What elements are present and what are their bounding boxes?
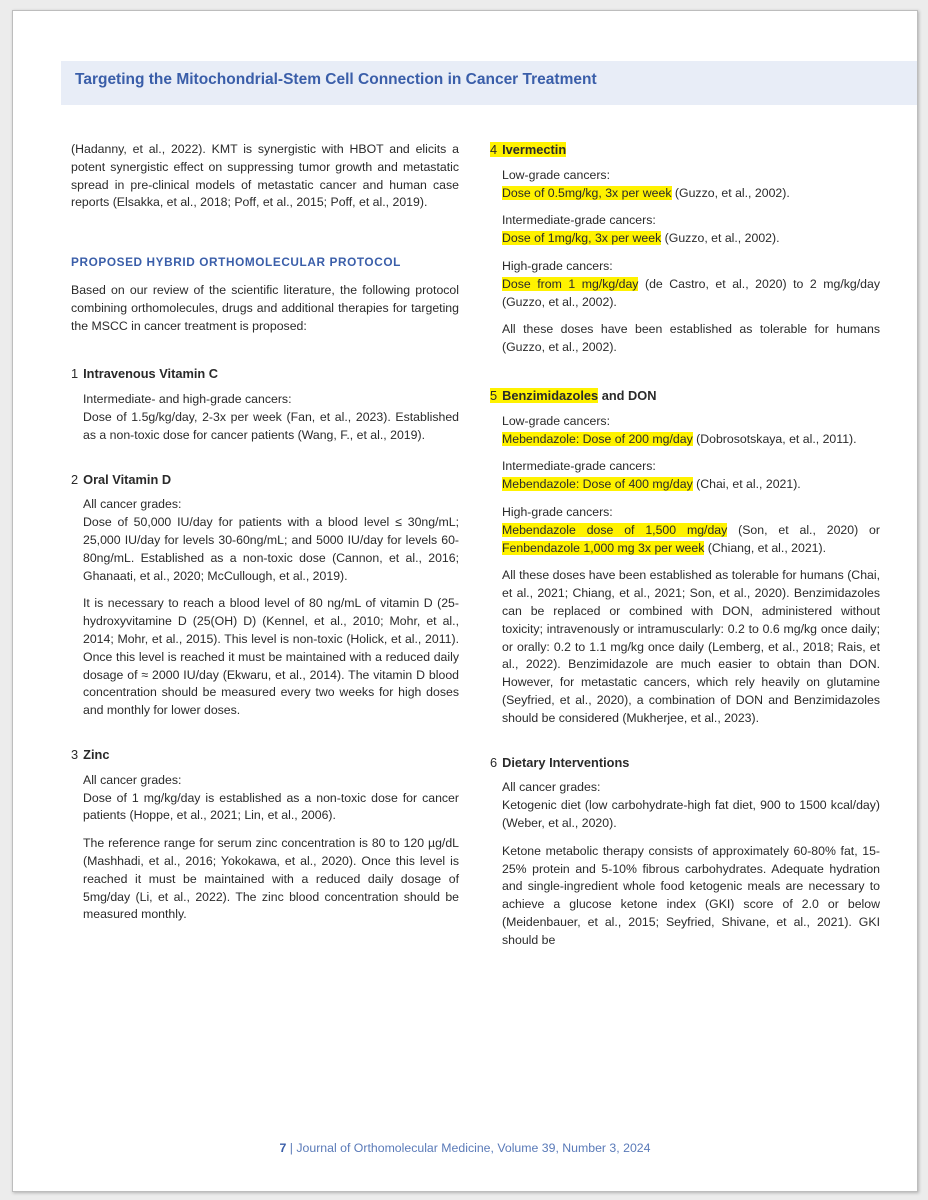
item-paragraph: It is necessary to reach a blood level of 80 ng/mL of vitamin D (25-hydroxyvitamine D (25(OH) D) (Kennel, et al., 2010; Mohr, et al., 2014; Mohr, et al., 2015). This level is non-toxic (Holick, et al., 2011). Once this level is reached it must be maintained with a reduced daily dosage of ≈ 2000 IU/day (Ekwaru, et al., 2014). The vitamin D blood concentration should be measured every two weeks for high doses and monthly for lower doses. — [83, 596, 459, 718]
grade-label: Low-grade cancers: — [502, 413, 610, 428]
citation: (Son, et al., 2020) or — [727, 522, 880, 537]
item-number: 4 — [490, 142, 498, 157]
protocol-item-5 — [490, 387, 880, 728]
right-column — [490, 141, 880, 949]
item-number: 1 — [71, 366, 79, 382]
protocol-item-3 — [71, 746, 459, 924]
item-paragraph: Ketone metabolic therapy consists of approximately 60-80% fat, 15-25% protein and 5-10% fibrous carbohydrates. Adequate hydration and single-ingredient whole food ketogenic meals are necessary to achieve a glucose ketone index (GKI) score of 2.0 or below (Meidenbauer, et al., 2015; Seyfried, Shivane, et al., 2021). GKI should be — [502, 843, 880, 947]
citation: (Guzzo, et al., 2002). — [661, 231, 780, 246]
item-number: 6 — [490, 754, 498, 770]
item-paragraph: All these doses have been established as tolerable for humans (Guzzo, et al., 2002). — [502, 322, 880, 355]
item-title-text: Zinc — [83, 746, 110, 762]
item-number: 2 — [71, 471, 79, 487]
citation: (Chiang, et al., 2021). — [704, 540, 827, 555]
item-body — [490, 167, 880, 357]
journal-citation: Journal of Orthomolecular Medicine, Volume 39, Number 3, 2024 — [296, 1141, 651, 1155]
dose-text: Dose of 50,000 IU/day for patients with a blood level ≤ 30ng/mL; 25,000 IU/day for levels 30-60ng/mL; and 5000 IU/day for levels 60-80ng/mL. Established as a non-toxic dose (Cannon, et al., 2016; Ghanaati, et al., 2020; McCullough, et al., 2019). — [83, 515, 459, 583]
highlighted-dose: Dose of 1mg/kg, 3x per week — [502, 231, 662, 246]
protocol-intro: Based on our review of the scientific literature, the following protocol combining orthomolecules, drugs and additional therapies for targeting the MSCC in cancer treatment is proposed: — [71, 282, 459, 333]
citation: (Dobrosotskaya, et al., 2011). — [692, 431, 857, 446]
item-body — [71, 496, 459, 720]
grade-label: Intermediate-grade cancers: — [502, 213, 656, 228]
highlighted-dose: Dose from 1 mg/kg/day — [502, 276, 639, 291]
highlighted-dose: Mebendazole: Dose of 400 mg/day — [502, 477, 693, 492]
intro-paragraph: (Hadanny, et al., 2022). KMT is synergistic with HBOT and elicits a potent synergistic effect on suppressing tumor growth and metastatic spread in pre-clinical models of metastatic cancer and human case reports (Elsakka, et al., 2018; Poff, et al., 2015; Poff, et al., 2019). — [71, 142, 459, 210]
citation: (Chai, et al., 2021). — [692, 477, 801, 492]
grade-label: Low-grade cancers: — [502, 167, 610, 182]
document-page — [12, 10, 918, 1192]
running-header-title: Targeting the Mitochondrial-Stem Cell Connection in Cancer Treatment — [75, 71, 597, 88]
item-title-text: Benzimidazoles — [502, 387, 599, 403]
item-title — [490, 387, 880, 405]
grade-label: Intermediate- and high-grade cancers: — [83, 392, 292, 407]
item-number: 3 — [71, 746, 79, 762]
item-body — [71, 391, 459, 444]
item-paragraph: The reference range for serum zinc concentration is 80 to 120 µg/dL (Mashhadi, et al., 2016; Yokokawa, et al., 2020). Once this level is reached it must be maintained with a reduced daily dosage of 5mg/day (Li, et al., 2022). The zinc blood concentration should be measured monthly. — [83, 836, 459, 922]
item-title-text: Intravenous Vitamin C — [83, 366, 218, 382]
highlighted-dose: Mebendazole dose of 1,500 mg/day — [502, 522, 728, 537]
page-number: 7 — [279, 1141, 287, 1155]
item-body — [71, 772, 459, 924]
item-title-text: Dietary Interventions — [502, 754, 630, 770]
highlighted-dose: Fenbendazole 1,000 mg 3x per week — [502, 540, 705, 555]
item-title-suffix: and DON — [598, 387, 657, 403]
item-title — [71, 365, 459, 383]
item-title-text: Ivermectin — [502, 142, 567, 157]
grade-label: All cancer grades: — [83, 497, 182, 512]
dose-text: Dose of 1.5g/kg/day, 2-3x per week (Fan, et al., 2023). Established as a non-toxic dose for cancer patients (Wang, F., et al., 2019). — [83, 409, 459, 442]
item-paragraph: All these doses have been established as tolerable for humans (Chai, et al., 2021; Chiang, et al., 2021; Son, et al., 2020). Benzimidazoles can be replaced or combined with DON, administered without toxicity; intravenously or intramuscularly: 0.2 to 0.6 mg/kg once daily; or orally: 0.2 to 1.1 mg/kg once daily (Lemberg, et al., 2018; Rais, et al., 2022). Benzimidazole are much easier to obtain than DON. However, for metastatic cancers, which rely heavily on glutamine (Seyfried, et al., 2020), a combination of DON and Benzimidazoles should be considered (Mukherjee, et al., 2023). — [502, 568, 881, 725]
item-body — [490, 413, 880, 728]
grade-label: Intermediate-grade cancers: — [502, 459, 656, 474]
grade-label: All cancer grades: — [83, 772, 182, 787]
page-footer — [13, 1141, 917, 1155]
protocol-item-1 — [71, 365, 459, 444]
citation: (Guzzo, et al., 2002). — [671, 185, 790, 200]
dose-text: Ketogenic diet (low carbohydrate-high fat diet, 900 to 1500 kcal/day) (Weber, et al., 2020). — [502, 798, 880, 830]
footer-separator: | — [286, 1141, 297, 1155]
protocol-item-6 — [490, 754, 880, 950]
protocol-item-4 — [490, 141, 880, 357]
citation: (de Castro, et al., 2020) to 2 mg/kg/day (Guzzo, et al., 2002). — [502, 276, 880, 309]
item-body — [490, 779, 880, 949]
grade-label: High-grade cancers: — [502, 258, 613, 273]
item-title — [490, 754, 880, 772]
left-column — [71, 141, 459, 924]
highlighted-dose: Dose of 0.5mg/kg, 3x per week — [502, 185, 672, 200]
grade-label: High-grade cancers: — [502, 504, 613, 519]
section-heading: PROPOSED HYBRID ORTHOMOLECULAR PROTOCOL — [71, 255, 401, 270]
grade-label: All cancer grades: — [502, 780, 601, 795]
dose-text: Dose of 1 mg/kg/day is established as a non-toxic dose for cancer patients (Hoppe, et al., 2021; Lin, et al., 2006). — [83, 790, 459, 823]
item-number: 5 — [490, 387, 498, 403]
highlighted-dose: Mebendazole: Dose of 200 mg/day — [502, 431, 693, 446]
item-title — [71, 746, 459, 764]
item-title — [490, 141, 880, 159]
item-title — [71, 471, 459, 489]
protocol-item-2 — [71, 471, 459, 720]
item-title-text: Oral Vitamin D — [83, 471, 172, 487]
